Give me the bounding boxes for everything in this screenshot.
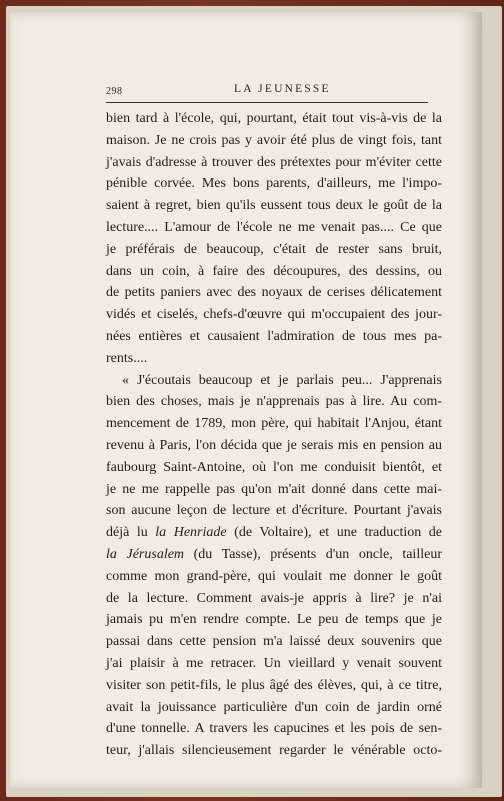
text-line: rents.... [106,350,148,366]
text-line: mencement de 1789, mon père, qui habitait l'Anjou, étant [106,416,442,432]
text-line: bien tard à l'école, qui, pourtant, était tout vis-à-vis de la [106,111,442,126]
text-line: avait la jouissance particulière d'un coin de jardin orné [106,699,442,715]
text-line-mixed [106,544,442,566]
text-line: faubourg Saint-Antoine, où l'on me conduisit bientôt, et [106,459,442,475]
text-line: bien des choses, mais je n'apprenais pas à lire. Au com- [106,394,442,410]
text-line: dans un coin, à faire des découpures, des dessins, ou [106,263,442,279]
text-line: teur, j'allais silencieusement regarder le vénérable octo- [106,743,442,759]
text-line: j'ai plaisir à me retracer. Un vieillard y venait souvent [106,655,442,671]
text-line: je préférais de beaucoup, c'était de rester sans bruit, [106,241,442,257]
book-title-italic: la Henriade [155,525,227,541]
gutter-shadow [458,12,482,788]
text-line: revenu à Paris, l'on décida que je serais mis en pension au [106,437,442,453]
text-span: (de Voltaire), et une traduction de [226,525,442,541]
text-line: pénible corvée. Mes bons parents, d'ailleurs, me l'impo- [106,176,442,192]
page-header [106,82,428,100]
text-line: je ne me rappelle pas qu'on m'ait donné dans cette mai- [106,481,442,497]
text-line: de petits paniers avec des noyaux de cerises délicatement [106,285,442,301]
header-rule [106,102,428,103]
text-line-mixed [106,522,442,544]
text-span: déjà lu [106,525,156,541]
text-span: (du Tasse), présents d'un oncle, tailleur [184,546,442,562]
text-line: « J'écoutais beaucoup et je parlais peu... J'apprenais [122,372,442,388]
text-line: de la lecture. Comment avais-je appris à lire? je n'ai [106,590,442,606]
text-line: jamais pu m'en rendre compte. Le peu de temps que je [106,612,442,628]
text-line: passai dans cette pension m'a laissé deux souvenirs que [106,634,442,650]
book-title-italic: la Jérusalem [106,546,185,562]
page-number: 298 [106,86,123,97]
body-text [106,108,442,762]
text-line: son aucune leçon de lecture et d'écriture. Pourtant j'avais [106,503,442,519]
text-line: maison. Je ne crois pas y avoir été plus de vingt fois, tant [106,132,442,148]
text-line: comme mon grand-père, qui voulait me donner le goût [106,568,442,584]
text-line: visiter son petit-fils, le plus âgé des élèves, qui, à ce titre, [106,677,442,693]
text-line: saient à regret, bien qu'ils eussent tous deux le goût de la [106,198,442,214]
text-line: j'avais d'adresse à trouver des prétextes pour m'éviter cette [106,154,442,170]
text-line: d'une tonnelle. A travers les capucines et les pois de sen- [106,721,442,737]
text-line: lecture.... L'amour de l'école ne me venait pas.... Ce que [106,219,442,235]
text-line: nées entières et causaient l'admiration de tous mes pa- [106,328,442,344]
text-line: vidés et ciselés, chefs-d'œuvre qui m'occupaient des jour- [106,307,442,323]
running-head: LA JEUNESSE [234,83,331,95]
